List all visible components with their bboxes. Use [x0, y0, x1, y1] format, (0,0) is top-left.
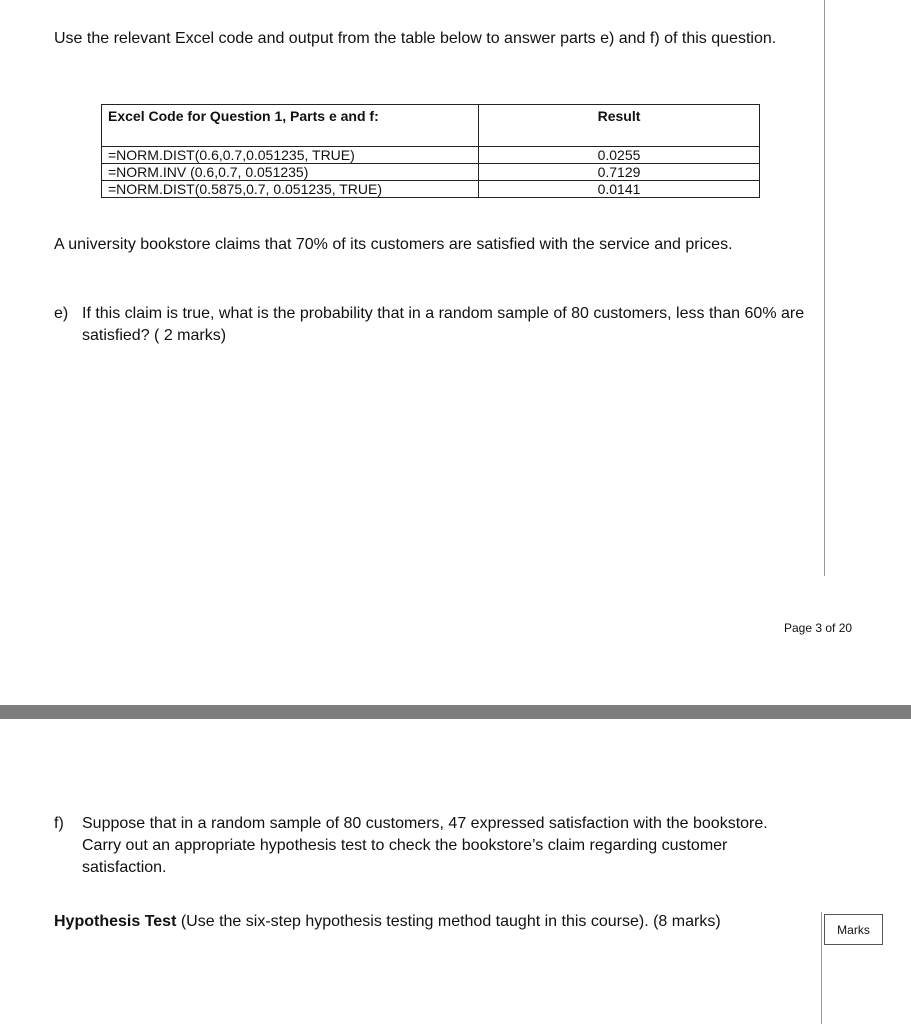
- claim-paragraph: A university bookstore claims that 70% of its customers are satisfied with the service and prices.: [54, 236, 733, 253]
- part-e-question: If this claim is true, what is the probability that in a random sample of 80 customers, less than 60% are satisfied? ( 2 marks): [82, 305, 805, 344]
- cell-result: 0.0255: [479, 147, 760, 164]
- table-row: [102, 147, 760, 164]
- part-f-question: Suppose that in a random sample of 80 customers, 47 expressed satisfaction with the bookstore. Carry out an appropriate hypothesis test to check the bookstore’s claim regarding customer satisfaction.: [82, 815, 768, 876]
- part-f-label: f): [54, 815, 64, 832]
- hypothesis-test-note: (Use the six-step hypothesis testing method taught in this course). (8 marks): [176, 913, 721, 930]
- table-row: [102, 181, 760, 198]
- page-divider: [0, 705, 911, 719]
- right-margin-line-bottom: [821, 912, 822, 1024]
- page-number: Page 3 of 20: [784, 621, 853, 635]
- part-e-label: e): [54, 305, 69, 322]
- hypothesis-test-title: Hypothesis Test: [54, 913, 177, 930]
- cell-result: 0.7129: [479, 164, 760, 181]
- header-excel-code: Excel Code for Question 1, Parts e and f:: [102, 105, 479, 147]
- cell-code: =NORM.DIST(0.5875,0.7, 0.051235, TRUE): [102, 181, 479, 198]
- header-result: Result: [479, 105, 760, 147]
- cell-code: =NORM.DIST(0.6,0.7,0.051235, TRUE): [102, 147, 479, 164]
- hypothesis-test-instruction: [54, 911, 814, 933]
- excel-table: [101, 104, 760, 198]
- marks-box: Marks: [824, 914, 883, 945]
- table-row: [102, 164, 760, 181]
- cell-result: 0.0141: [479, 181, 760, 198]
- cell-code: =NORM.INV (0.6,0.7, 0.051235): [102, 164, 479, 181]
- right-margin-line-top: [824, 0, 825, 576]
- table-header-row: [102, 105, 760, 147]
- intro-paragraph: Use the relevant Excel code and output from the table below to answer parts e) and f) of this question.: [54, 30, 777, 47]
